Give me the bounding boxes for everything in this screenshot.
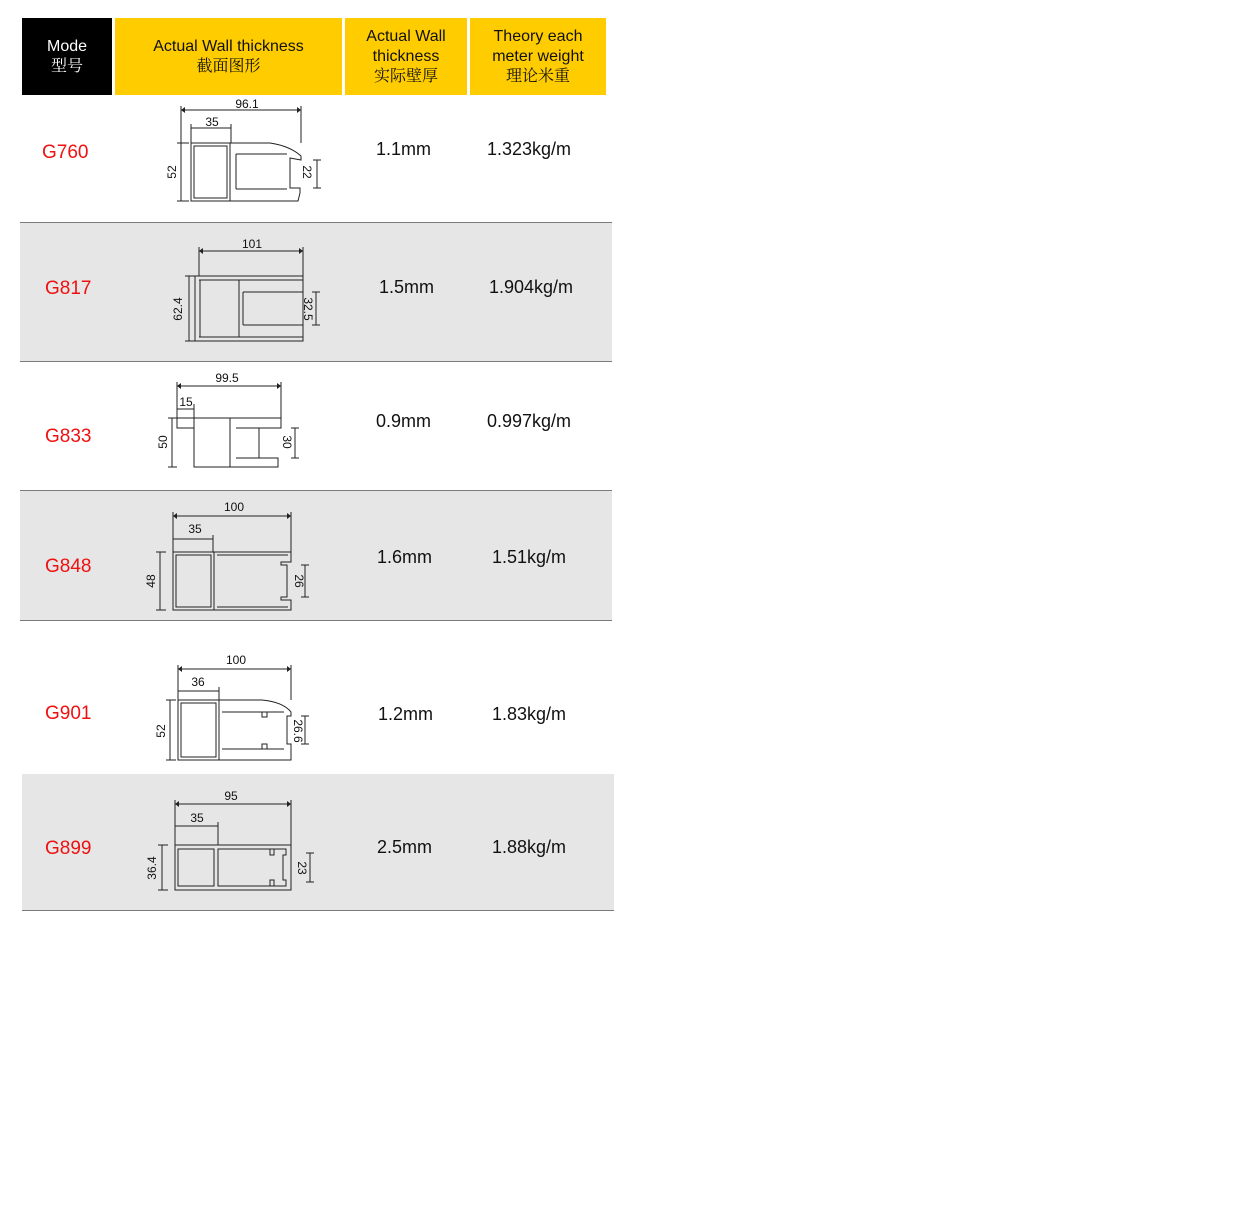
dim-height: 52 [154,724,168,738]
wall-thickness-value: 1.6mm [377,547,433,567]
model-code: G901 [45,703,92,724]
header-weight-en1: Theory each [493,27,583,45]
header-thickness-cn: 实际壁厚 [373,67,438,85]
profile-drawing-g899 [145,789,314,890]
header-mode-cn: 型号 [50,57,83,75]
model-code: G760 [42,142,89,163]
header-weight-cn: 理论米重 [505,67,570,85]
dim-slot: 22 [300,165,314,179]
dim-inner: 35 [188,522,202,536]
model-code: G833 [45,426,92,447]
header-weight-en2: meter weight [492,47,584,65]
dim-inner: 15 [179,395,193,409]
dim-total: 100 [225,653,247,667]
wall-thickness-value: 1.2mm [378,704,434,724]
dim-total: 100 [223,500,245,514]
meter-weight-value: 1.88kg/m [492,837,567,857]
dim-height: 50 [156,435,170,449]
profile-drawing-g848 [144,500,309,610]
dim-height: 36.4 [145,856,159,880]
meter-weight-value: 0.997kg/m [487,411,572,431]
dim-inner: 35 [190,811,204,825]
dim-height: 62.4 [171,297,185,321]
header-thickness-en2: thickness [372,47,440,65]
dim-total: 99.5 [215,371,239,385]
dim-total: 96.1 [235,97,259,111]
model-code: G848 [45,556,92,577]
profile-drawing-g817 [171,237,320,341]
dim-height: 52 [165,165,179,179]
meter-weight-value: 1.323kg/m [487,139,572,159]
wall-thickness-value: 1.5mm [379,277,435,297]
wall-thickness-value: 1.1mm [376,139,432,159]
dim-slot: 26 [292,574,306,588]
dim-slot: 32.5 [301,297,315,321]
model-code: G899 [45,838,92,859]
dim-inner: 35 [205,115,219,129]
dim-total: 101 [241,237,263,251]
header-section-cn: 截面图形 [196,57,261,75]
profile-drawing-g760 [165,97,321,201]
header-mode-en: Mode [46,37,88,55]
wall-thickness-value: 2.5mm [377,837,433,857]
meter-weight-value: 1.904kg/m [489,277,574,297]
header-section-en: Actual Wall thickness [153,37,304,55]
dim-inner: 36 [191,675,205,689]
wall-thickness-value: 0.9mm [376,411,432,431]
meter-weight-value: 1.83kg/m [492,704,567,724]
dim-total: 95 [224,789,238,803]
dim-height: 48 [144,574,158,588]
profile-drawings [0,0,620,920]
profile-drawing-g833 [156,371,299,467]
dim-slot: 26.6 [291,719,305,743]
meter-weight-value: 1.51kg/m [492,547,567,567]
dim-slot: 23 [295,861,309,875]
model-code: G817 [45,278,92,299]
header-thickness-en1: Actual Wall [366,27,446,45]
dim-slot: 30 [280,435,294,449]
profile-drawing-g901 [154,653,309,760]
